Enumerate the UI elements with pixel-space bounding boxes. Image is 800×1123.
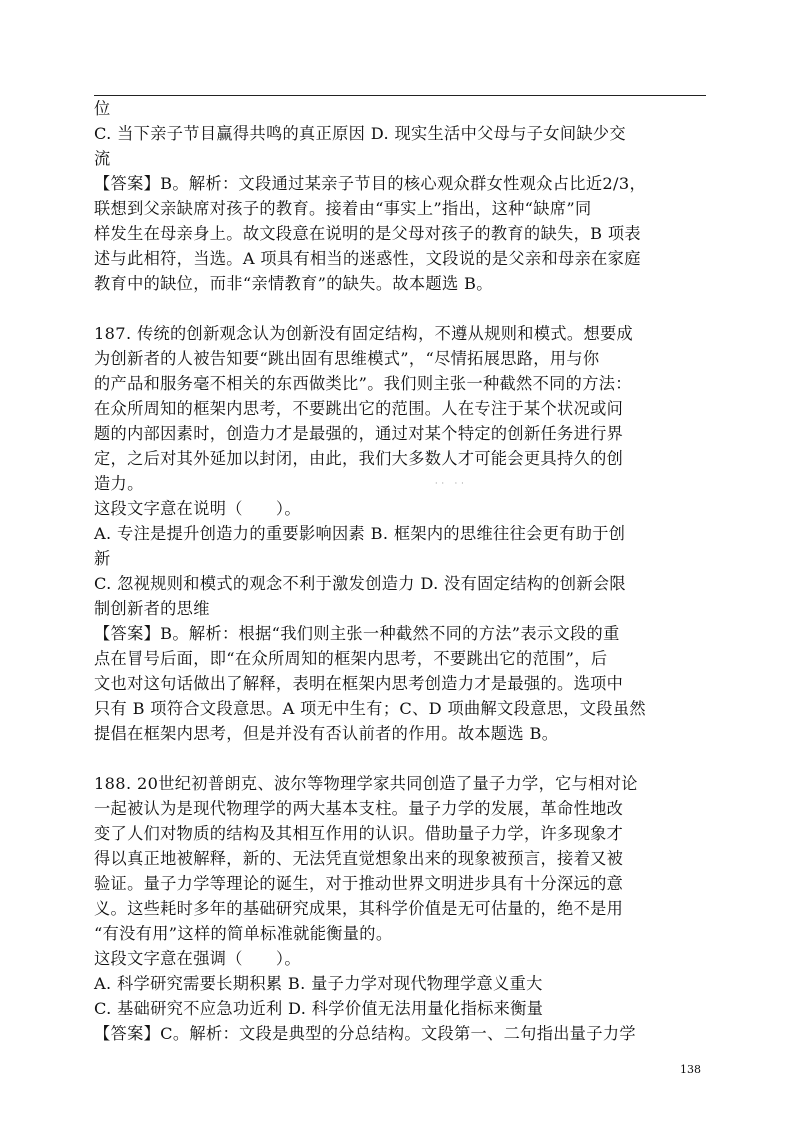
answer-line: 教育中的缺位，而非“亲情教育”的缺失。故本题选 B。: [94, 274, 493, 293]
question-stem-line: 的产品和服务毫不相关的东西做类比”。我们则主张一种截然不同的方法：: [94, 374, 632, 393]
answer-line: 文也对这句话做出了解释，表明在框架内思考创造力才是最强的。选项中: [94, 674, 624, 693]
paragraph-gap: [94, 746, 714, 771]
question-stem-line: 得以真正地被解释，新的、无法凭直觉想象出来的现象被预言，接着又被: [94, 849, 624, 868]
question-stem-line: 188. 20世纪初普朗克、波尔等物理学家共同创造了量子力学，它与相对论: [94, 774, 638, 793]
question-stem-line: 题的内部因素时，创造力才是最强的，通过对某个特定的创新任务进行界: [94, 424, 624, 443]
question-prompt: 这段文字意在强调（ ）。: [94, 949, 301, 968]
page-number: 138: [680, 1063, 701, 1076]
answer-line: 提倡在框架内思考，但是并没有否认前者的作用。故本题选 B。: [94, 724, 559, 743]
question-stem-line: 187. 传统的创新观念认为创新没有固定结构，不遵从规则和模式。想要成: [94, 324, 634, 343]
answer-line: 【答案】B。解析：根据“我们则主张一种截然不同的方法”表示文段的重: [94, 624, 620, 643]
answer-line: 述与此相符，当选。A 项具有相当的迷惑性，文段说的是父亲和母亲在家庭: [94, 249, 641, 268]
question-stem-line: “有没有用”这样的简单标准就能衡量的。: [94, 924, 393, 943]
answer-line: 【答案】C。解析：文段是典型的分总结构。文段第一、二句指出量子力学: [94, 1024, 636, 1043]
question-stem-line: 造力。: [94, 474, 144, 493]
question-stem-line: 在众所周知的框架内思考，不要跳出它的范围。人在专注于某个状况或问: [94, 399, 624, 418]
answer-line: 样发生在母亲身上。故文段意在说明的是父母对孩子的教育的缺失，B 项表: [94, 224, 641, 243]
question-stem-line: 为创新者的人被告知要“跳出固有思维模式”，“尽情拓展思路，用与你: [94, 349, 600, 368]
question-stem-line: 定，之后对其外延加以封闭，由此，我们大多数人才可能会更具持久的创: [94, 449, 624, 468]
option-line: C. 基础研究不应急功近利 D. 科学价值无法用量化指标来衡量: [94, 999, 544, 1018]
answer-line: 只有 B 项符合文段意思。A 项无中生有；C、D 项曲解文段意思，文段虽然: [94, 699, 646, 718]
document-body: [94, 96, 714, 1046]
option-line: C. 忽视规则和模式的观念不利于激发创造力 D. 没有固定结构的创新会限: [94, 574, 626, 593]
option-line: 流: [94, 149, 111, 168]
question-stem-line: 变了人们对物质的结构及其相互作用的认识。借助量子力学，许多现象才: [94, 824, 624, 843]
answer-line: 点在冒号后面，即“在众所周知的框架内思考，不要跳出它的范围”，后: [94, 649, 608, 668]
option-line: 新: [94, 549, 111, 568]
answer-line: 【答案】B。解析：文段通过某亲子节目的核心观众群女性观众占比近2/3，: [94, 174, 647, 193]
paragraph-gap: [94, 296, 714, 321]
question-stem-line: 一起被认为是现代物理学的两大基本支柱。量子力学的发展，革命性地改: [94, 799, 624, 818]
question-prompt: 这段文字意在说明（ ）。: [94, 499, 301, 518]
option-line: A. 科学研究需要长期积累 B. 量子力学对现代物理学意义重大: [94, 974, 543, 993]
option-line: C. 当下亲子节目赢得共鸣的真正原因 D. 现实生活中父母与子女间缺少交: [94, 124, 626, 143]
question-stem-line: 义。这些耗时多年的基础研究成果，其科学价值是无可估量的，绝不是用: [94, 899, 624, 918]
option-line: 制创新者的思维: [94, 599, 210, 618]
text-line: 位: [94, 99, 111, 118]
scan-artifact-dots: ·· ··: [435, 479, 468, 488]
question-stem-line: 验证。量子力学等理论的诞生，对于推动世界文明进步具有十分深远的意: [94, 874, 624, 893]
option-line: A. 专注是提升创造力的重要影响因素 B. 框架内的思维往往会更有助于创: [94, 524, 626, 543]
answer-line: 联想到父亲缺席对孩子的教育。接着由“事实上”指出，这种“缺席”同: [94, 199, 592, 218]
